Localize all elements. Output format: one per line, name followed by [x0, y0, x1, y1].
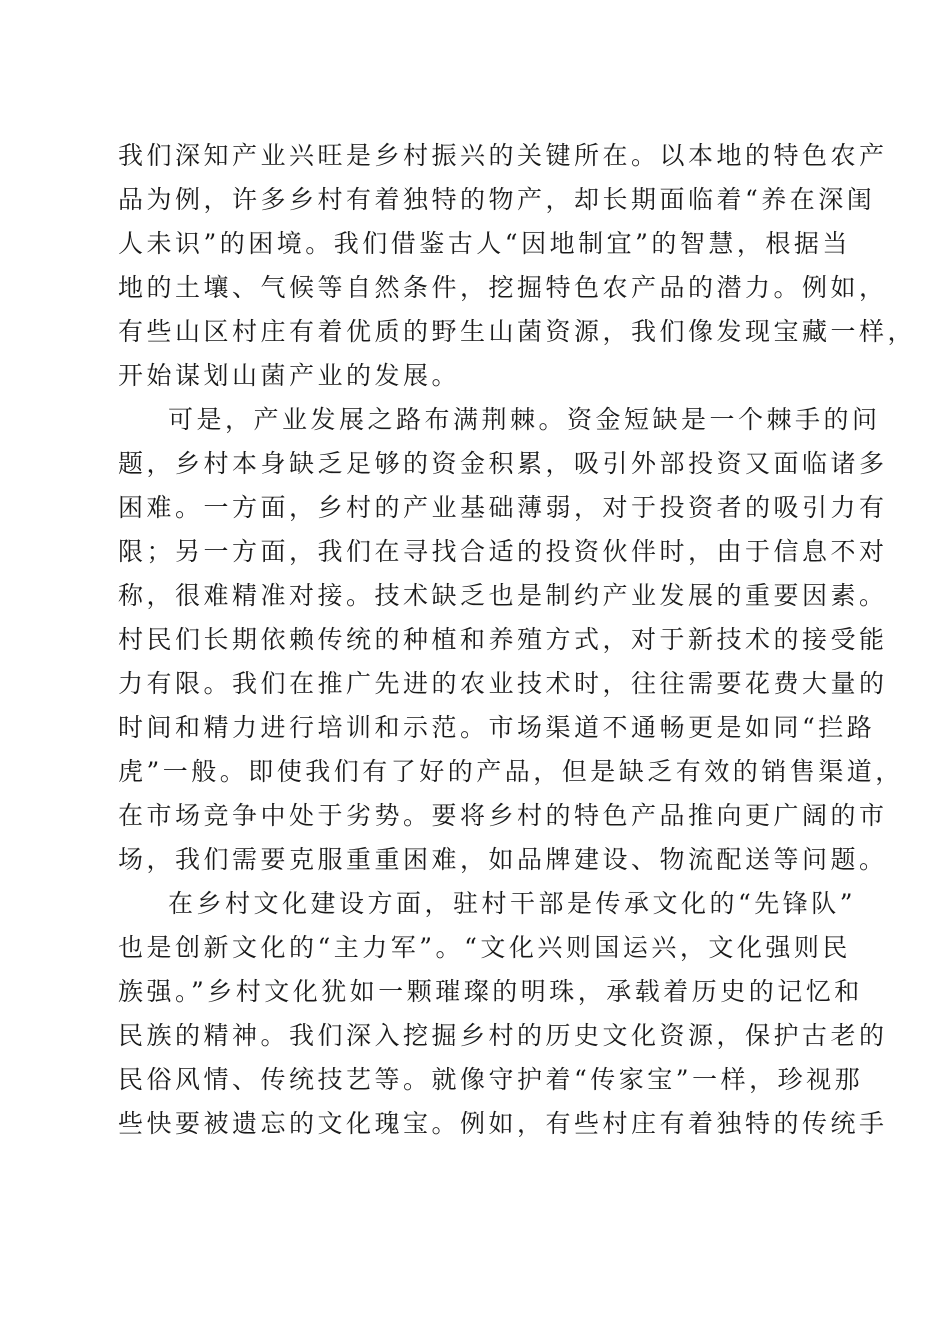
text-line: 民俗风情、传统技艺等。就像守护着“传家宝”一样，珍视那 [118, 1065, 864, 1094]
paragraph-start-line: 在乡村文化建设方面，驻村干部是传承文化的“先锋队” [168, 889, 857, 918]
text-line: 地的土壤、气候等自然条件，挖掘特色农产品的潜力。例如， [118, 273, 888, 302]
text-line: 限；另一方面，我们在寻找合适的投资伙伴时，由于信息不对 [118, 537, 888, 566]
text-line: 开始谋划山菌产业的发展。 [118, 361, 461, 390]
text-line: 时间和精力进行培训和示范。市场渠道不通畅更是如同“拦路 [118, 713, 876, 742]
text-line: 有些山区村庄有着优质的野生山菌资源，我们像发现宝藏一样， [118, 317, 917, 346]
text-line: 民族的精神。我们深入挖掘乡村的历史文化资源，保护古老的 [118, 1021, 888, 1050]
text-line: 在市场竞争中处于劣势。要将乡村的特色产品推向更广阔的市 [118, 801, 888, 830]
text-line: 题，乡村本身缺乏足够的资金积累，吸引外部投资又面临诸多 [118, 449, 888, 478]
text-line: 虎”一般。即使我们有了好的产品，但是缺乏有效的销售渠道， [118, 757, 904, 786]
text-line: 人未识”的困境。我们借鉴古人“因地制宜”的智慧，根据当 [118, 229, 851, 258]
text-line: 族强。”乡村文化犹如一颗璀璨的明珠，承载着历史的记忆和 [118, 977, 863, 1006]
text-line: 村民们长期依赖传统的种植和养殖方式，对于新技术的接受能 [118, 625, 888, 654]
text-line: 也是创新文化的“主力军”。“文化兴则国运兴，文化强则民 [118, 933, 851, 962]
text-line: 场，我们需要克服重重困难，如品牌建设、物流配送等问题。 [118, 845, 888, 874]
paragraph-start-line: 可是，产业发展之路布满荆棘。资金短缺是一个棘手的问 [168, 405, 881, 434]
text-line: 些快要被遗忘的文化瑰宝。例如，有些村庄有着独特的传统手 [118, 1109, 888, 1138]
text-line: 困难。一方面，乡村的产业基础薄弱，对于投资者的吸引力有 [118, 493, 888, 522]
text-line: 力有限。我们在推广先进的农业技术时，往往需要花费大量的 [118, 669, 888, 698]
text-line: 称，很难精准对接。技术缺乏也是制约产业发展的重要因素。 [118, 581, 888, 610]
text-line: 品为例，许多乡村有着独特的物产，却长期面临着“养在深闺 [118, 185, 876, 214]
text-line: 我们深知产业兴旺是乡村振兴的关键所在。以本地的特色农产 [118, 141, 888, 170]
